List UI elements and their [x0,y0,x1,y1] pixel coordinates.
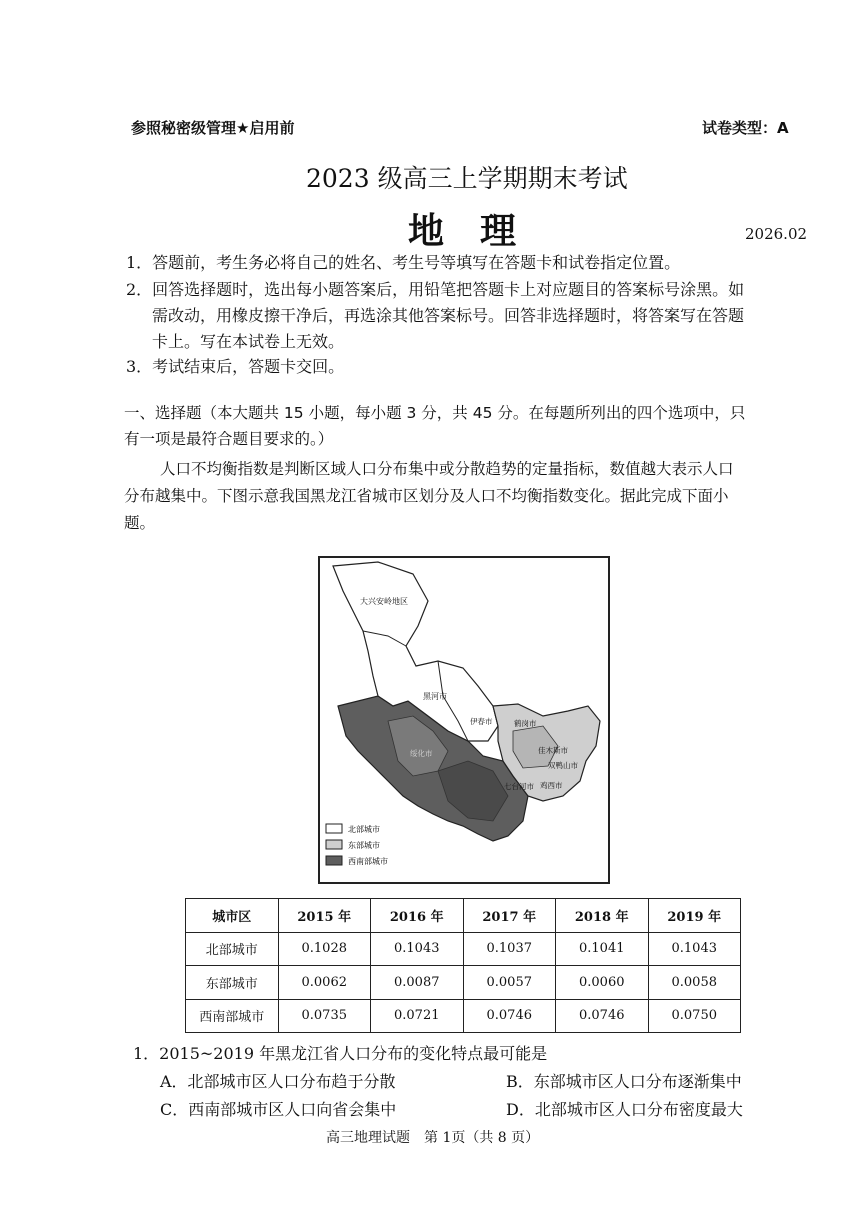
heilongjiang-map [318,556,610,884]
table-cell: 0.0746 [463,999,556,1033]
table-header-row [186,899,741,933]
legend-label-southwest: 西南部城市 [348,857,388,866]
table-header-cell: 2016 年 [371,899,464,933]
label-hegang: 鹤岗市 [514,719,537,728]
table-cell: 0.0746 [556,999,649,1033]
table-cell: 0.0087 [371,966,464,1000]
section-heading-cont: 有一项是最符合题目要求的。） [124,430,334,448]
paper-type-label: 试卷类型：A [702,119,789,137]
table-cell: 0.1028 [278,932,371,966]
table-cell: 西南部城市 [186,999,279,1033]
exam-title: 2023 级高三上学期期末考试 [306,164,628,193]
instruction-2: 2．回答选择题时，选出每小题答案后，用铅笔把答题卡上对应题目的答案标号涂黑。如 [126,280,745,299]
table-header-cell: 2017 年 [463,899,556,933]
confidential-label: 参照秘密级管理★启用前 [131,119,295,137]
intro-paragraph: 人口不均衡指数是判断区域人口分布集中或分散趋势的定量指标，数值越大表示人口 [160,460,734,478]
exam-date: 2026.02 [745,225,808,243]
instruction-2-cont2: 卡上。写在本试卷上无效。 [152,332,345,351]
label-heihe: 黑河市 [423,692,447,701]
table-cell: 0.0721 [371,999,464,1033]
table-cell: 北部城市 [186,932,279,966]
table-cell: 0.1041 [556,932,649,966]
table-header-cell: 2015 年 [278,899,371,933]
map-legend [326,824,388,866]
legend-label-north: 北部城市 [348,825,380,834]
table-cell: 0.1037 [463,932,556,966]
table-header-cell: 2018 年 [556,899,649,933]
section-heading: 一、选择题（本大题共 15 小题，每小题 3 分，共 45 分。在每题所列出的四个选项中，只 [124,404,746,422]
table-row [186,932,741,966]
table-cell: 0.0060 [556,966,649,1000]
label-yichun: 伊春市 [470,717,493,726]
table-header-cell: 2019 年 [648,899,741,933]
label-jixi: 鸡西市 [540,781,563,790]
legend-label-east: 东部城市 [348,841,380,850]
option-a: A．北部城市区人口分布趋于分散 [160,1072,396,1091]
table-header-cell: 城市区 [186,899,279,933]
legend-swatch-southwest [326,856,342,865]
legend-swatch-east [326,840,342,849]
option-b: B．东部城市区人口分布逐渐集中 [506,1072,742,1091]
label-jiamusi: 佳木斯市 [538,746,568,755]
table-cell: 0.0057 [463,966,556,1000]
table-cell: 0.0750 [648,999,741,1033]
subject-title: 地 理 [408,210,517,252]
option-d: D．北部城市区人口分布密度最大 [506,1100,743,1119]
table-row [186,999,741,1033]
label-suihua: 绥化市 [410,749,433,758]
table-cell: 0.0735 [278,999,371,1033]
table-cell: 0.0058 [648,966,741,1000]
table-cell: 0.1043 [648,932,741,966]
question-1-stem: 1．2015~2019 年黑龙江省人口分布的变化特点最可能是 [133,1044,548,1063]
table-row [186,966,741,1000]
instruction-1: 1．答题前，考生务必将自己的姓名、考生号等填写在答题卡和试卷指定位置。 [126,253,681,272]
instruction-2-cont: 需改动，用橡皮擦干净后，再选涂其他答案标号。回答非选择题时，将答案写在答题 [152,306,745,325]
page-footer: 高三地理试题 第 1页（共 8 页） [326,1130,540,1146]
label-daxinganling: 大兴安岭地区 [360,597,408,606]
table-cell: 0.0062 [278,966,371,1000]
label-shuangyashan: 双鸭山市 [548,761,578,770]
legend-swatch-north [326,824,342,833]
label-qitaihe: 七台河市 [504,782,534,791]
instruction-3: 3．考试结束后，答题卡交回。 [126,357,345,376]
table-cell: 东部城市 [186,966,279,1000]
intro-paragraph-end: 题。 [124,514,156,532]
intro-paragraph-cont: 分布越集中。下图示意我国黑龙江省城市区划分及人口不均衡指数变化。据此完成下面小 [124,487,729,505]
table-cell: 0.1043 [371,932,464,966]
option-c: C．西南部城市区人口向省会集中 [160,1100,397,1119]
population-index-table [185,898,741,1033]
